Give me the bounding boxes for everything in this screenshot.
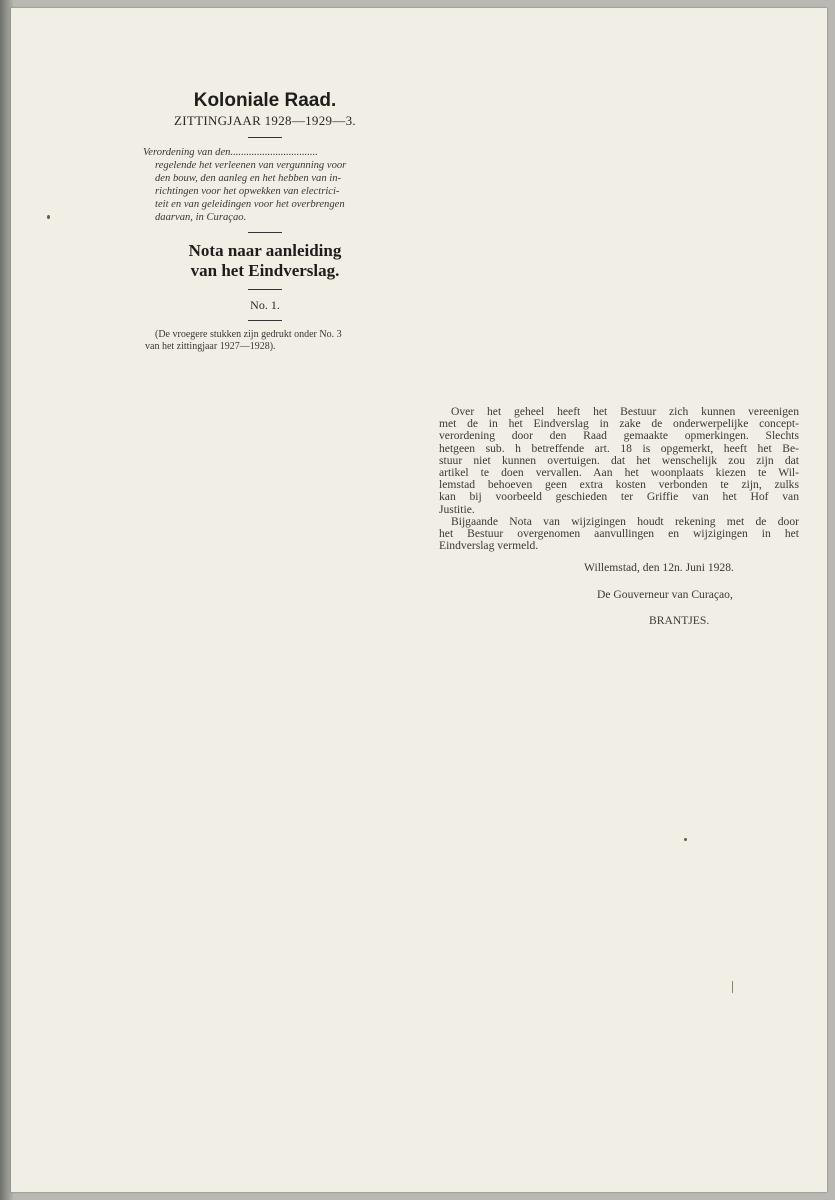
text-line: het Bestuur overgenomen aanvullingen en wijzigingen in het <box>439 527 799 541</box>
subject-line: Verordening van den................................. <box>143 147 318 158</box>
body-text <box>439 406 799 552</box>
note-line: van het zittingjaar 1927—1928). <box>145 340 276 352</box>
document-number: No. 1. <box>250 298 280 312</box>
governor-title: De Gouverneur van Curaçao, <box>597 588 733 601</box>
text-line: lemstad behoeven geen extra kosten verbonden te zijn, zulks <box>439 478 799 492</box>
divider <box>248 232 282 233</box>
text-line: kan bij voorbeeld geschieden ter Griffie van het Hof van <box>439 490 799 504</box>
subject-line: den bouw, den aanleg en het hebben van in- <box>155 173 342 184</box>
text-line: artikel te doen vervallen. Aan het woonplaats kiezen te Wil- <box>439 466 799 480</box>
document-page <box>11 8 827 1192</box>
text-line: Eindverslag vermeld. <box>439 539 539 553</box>
session-year: ZITTINGJAAR 1928—1929—3. <box>174 113 356 128</box>
signatory-name: BRANTJES. <box>649 614 710 627</box>
divider <box>248 137 282 138</box>
nota-title-line1: Nota naar aanleiding <box>188 241 342 260</box>
text-line: Over het geheel heeft het Bestuur zich kunnen vereenigen <box>451 405 799 418</box>
previous-documents-note <box>145 329 401 352</box>
document-header <box>129 90 401 352</box>
paper-mark <box>732 981 733 993</box>
divider <box>248 320 282 321</box>
paper-speck <box>684 838 687 841</box>
ordinance-subject <box>143 146 397 224</box>
paragraph-2 <box>439 516 799 553</box>
subject-line: richtingen voor het opwekken van electrici- <box>155 186 340 197</box>
subject-line: daarvan, in Curaçao. <box>155 212 247 223</box>
text-line: verordening door den Raad gemaakte opmerkingen. Slechts <box>439 429 799 443</box>
nota-title-line2: van het Eindverslag. <box>190 261 340 280</box>
paper-speck <box>47 215 50 219</box>
subject-line: teit en van geleidingen voor het overbrengen <box>155 199 345 210</box>
divider <box>248 289 282 290</box>
place-date: Willemstad, den 12n. Juni 1928. <box>584 561 734 574</box>
council-title: Koloniale Raad. <box>193 90 337 111</box>
text-line: hetgeen sub. h betreffende art. 18 is opgemerkt, heeft het Be- <box>439 441 799 455</box>
text-line: Justitie. <box>439 502 475 516</box>
subject-line: regelende het verleenen van vergunning voor <box>155 160 347 171</box>
note-line: (De vroegere stukken zijn gedrukt onder No. 3 <box>155 329 342 340</box>
text-line: met de in het Eindverslag in zake de onderwerpelijke concept- <box>439 417 799 431</box>
text-line: stuur niet kunnen overtuigen. dat het wenschelijk zou zijn dat <box>439 453 799 467</box>
paragraph-1 <box>439 406 799 516</box>
text-line: Bijgaande Nota van wijzigingen houdt rekening met de door <box>451 514 799 528</box>
